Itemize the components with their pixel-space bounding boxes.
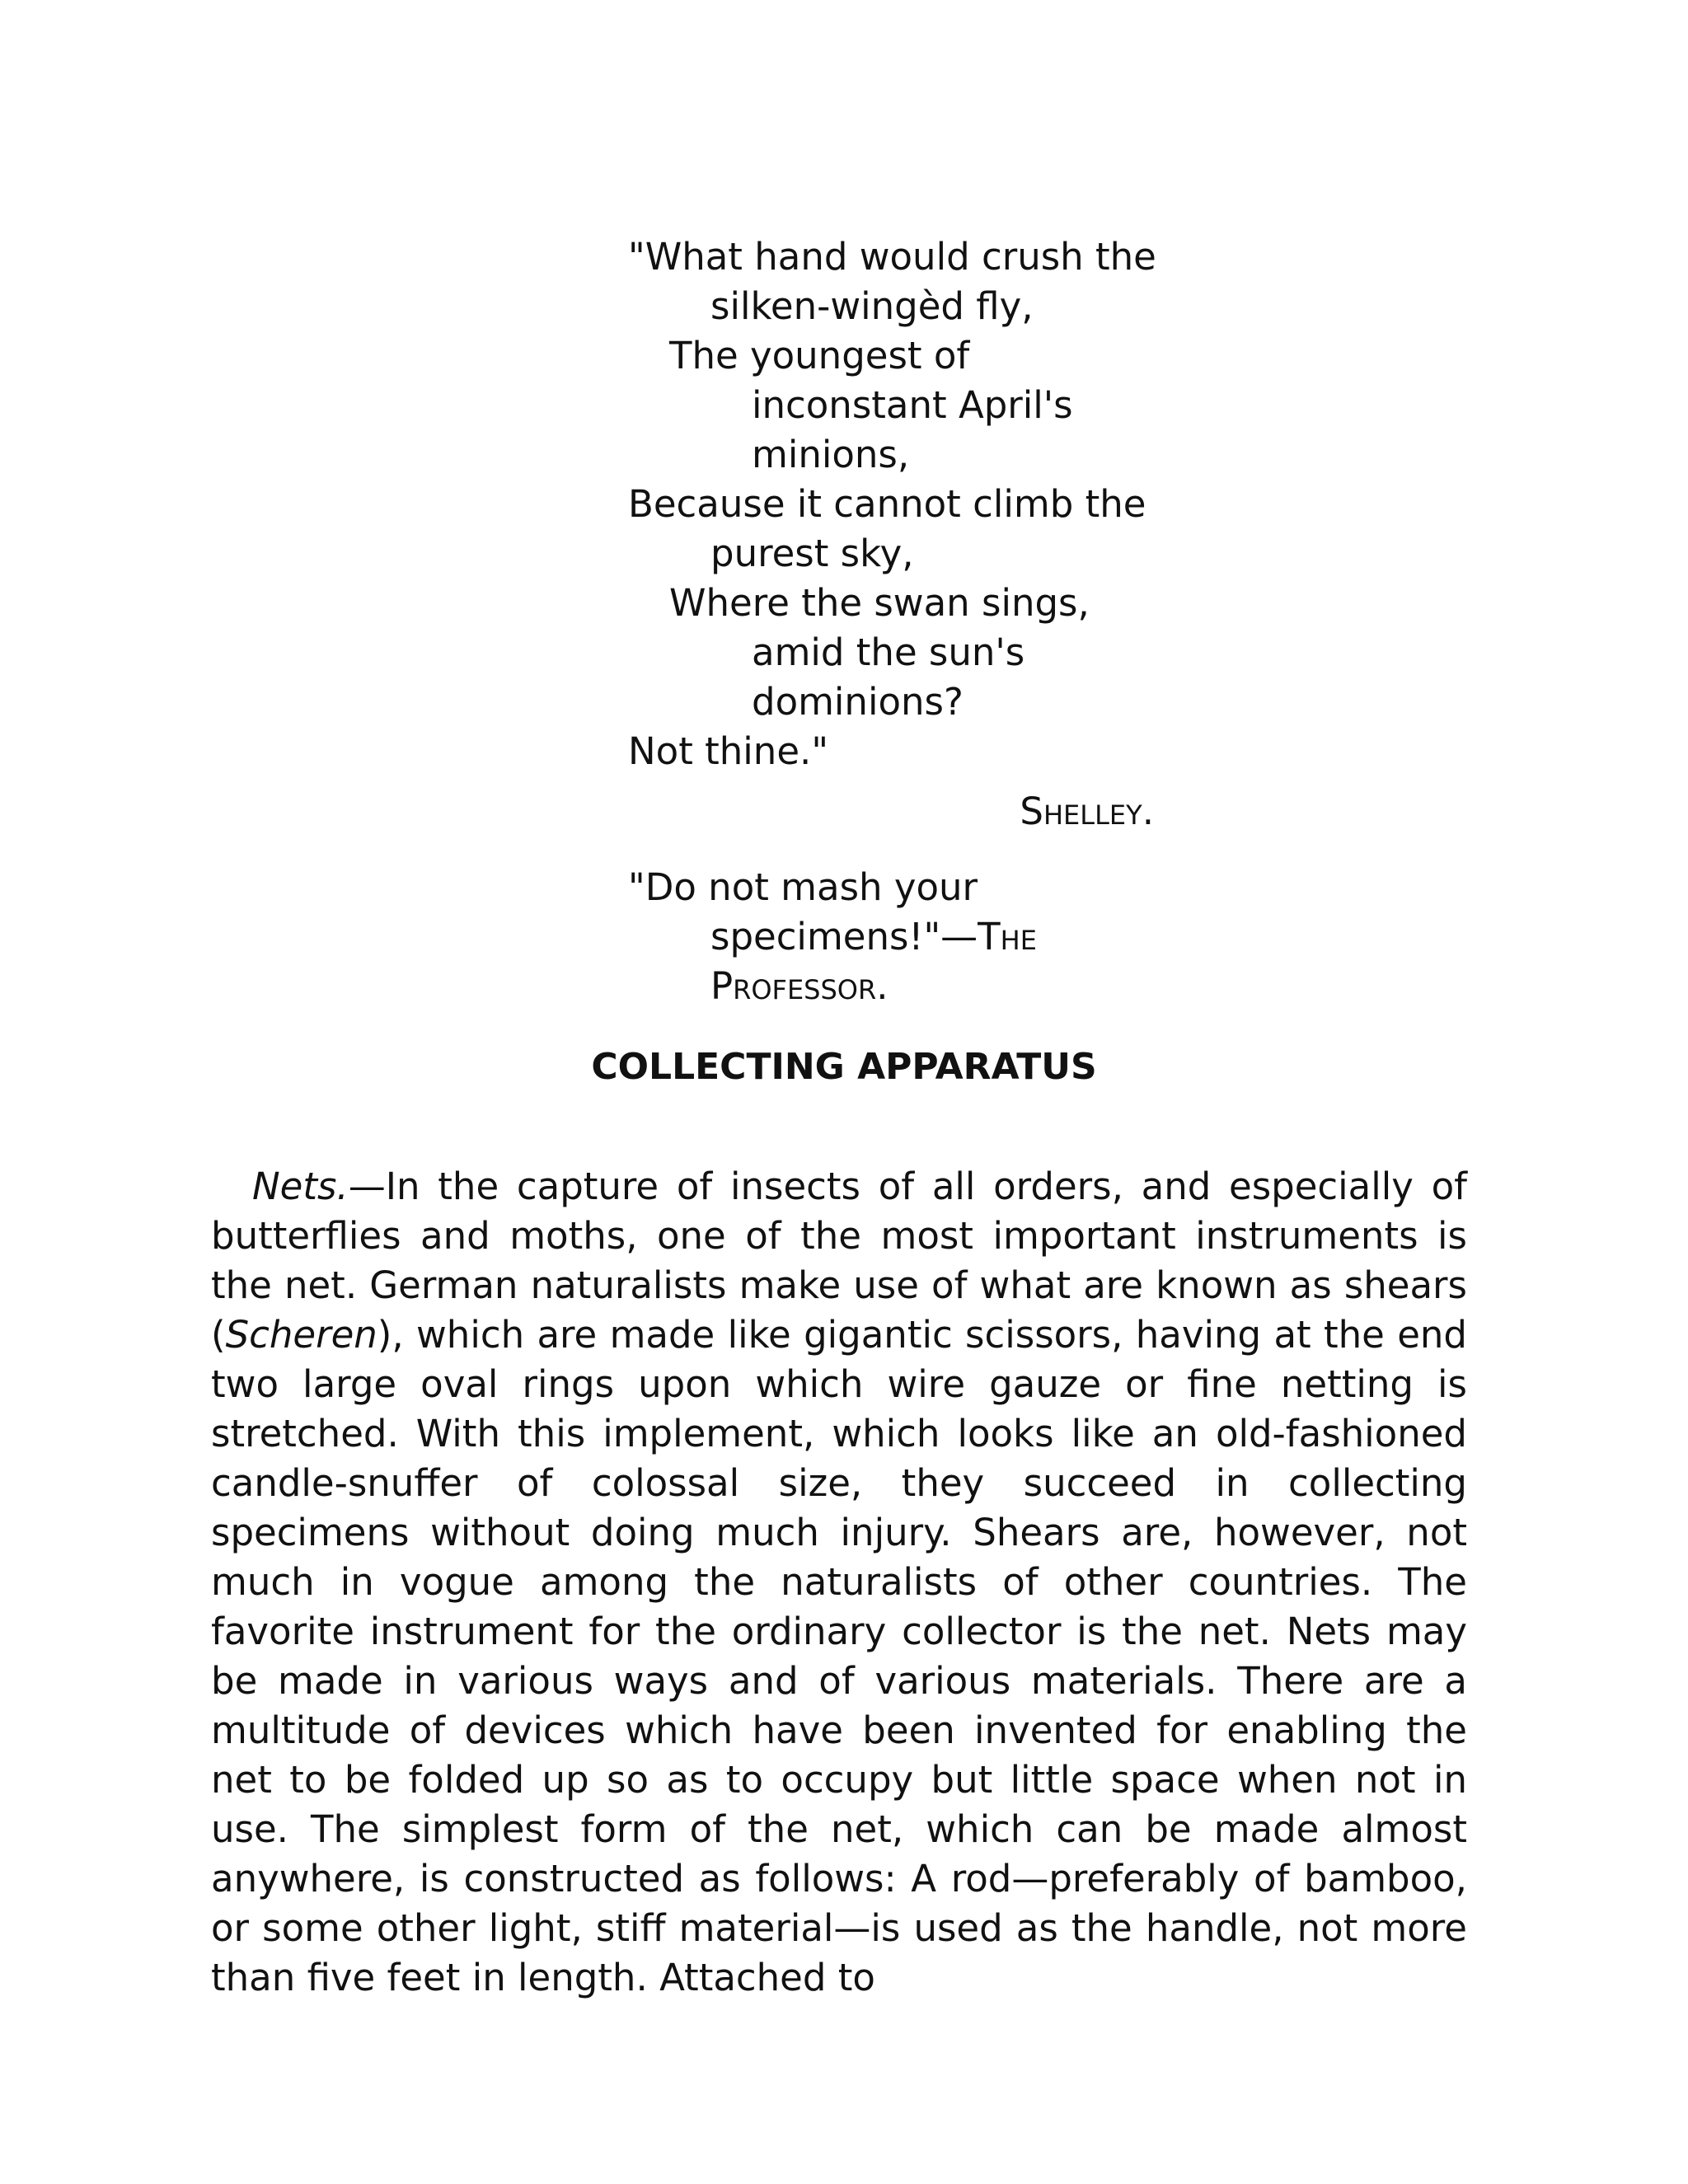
epigraph-poem bbox=[628, 232, 1205, 776]
motto-attribution: Professor bbox=[710, 964, 877, 1008]
poem-line: "What hand would crush the bbox=[628, 235, 1156, 279]
motto-line bbox=[628, 912, 1205, 962]
poem-line: Not thine." bbox=[628, 729, 829, 773]
motto-punctuation: . bbox=[876, 964, 889, 1008]
paragraph-text: —In the capture of insects of all orders, and especially of butterflies and moths, one of the most important instruments is the net. German naturalists make use of what are known as shears ( bbox=[211, 1165, 1467, 1357]
poem-line: minions, bbox=[752, 433, 910, 476]
motto-quote bbox=[628, 863, 1205, 1011]
poem-line: Where the swan sings, bbox=[669, 581, 1090, 625]
poem-line: dominions? bbox=[752, 680, 964, 724]
poem-line: silken-wingèd fly, bbox=[710, 284, 1034, 328]
motto-line bbox=[628, 962, 1205, 1011]
paragraph-text: ), which are made like gigantic scissors, having at the end two large oval rings upon which wire gauze or fine netting is stretched. With this implement, which looks like an old-fashioned candle-snuffer of colossal size, they succeed in collecting specimens without doing much injury. Shears are, however, not much in vogue among the naturalists of other countries. The favorite instrument for the ordinary collector is the net. Nets may be made in various ways and of various materials. There are a multitude of devices which have been invented for enabling the net to be folded up so as to occupy but little space when not in use. The simplest form of the net, which can be made almost anywhere, is constructed as follows: A rod—preferably of bamboo, or some other light, stiff material—is used as the handle, not more than five feet in length. Attached to bbox=[211, 1313, 1467, 1999]
poem-line: The youngest of bbox=[669, 334, 970, 377]
lead-term: Nets. bbox=[252, 1165, 349, 1208]
motto-line: "Do not mash your bbox=[628, 865, 978, 909]
section-heading: COLLECTING APPARATUS bbox=[591, 1046, 1097, 1088]
poem-line: amid the sun's bbox=[752, 630, 1025, 674]
poem-line: inconstant April's bbox=[752, 383, 1073, 427]
poem-line: Because it cannot climb the bbox=[628, 482, 1146, 526]
poem-line: purest sky, bbox=[710, 532, 914, 575]
motto-attribution: The bbox=[978, 915, 1037, 958]
motto-text: specimens!"— bbox=[710, 915, 978, 958]
body-paragraph bbox=[211, 1162, 1467, 2003]
italic-term: Scheren bbox=[225, 1313, 377, 1357]
poem-attribution: Shelley. bbox=[1020, 790, 1154, 833]
